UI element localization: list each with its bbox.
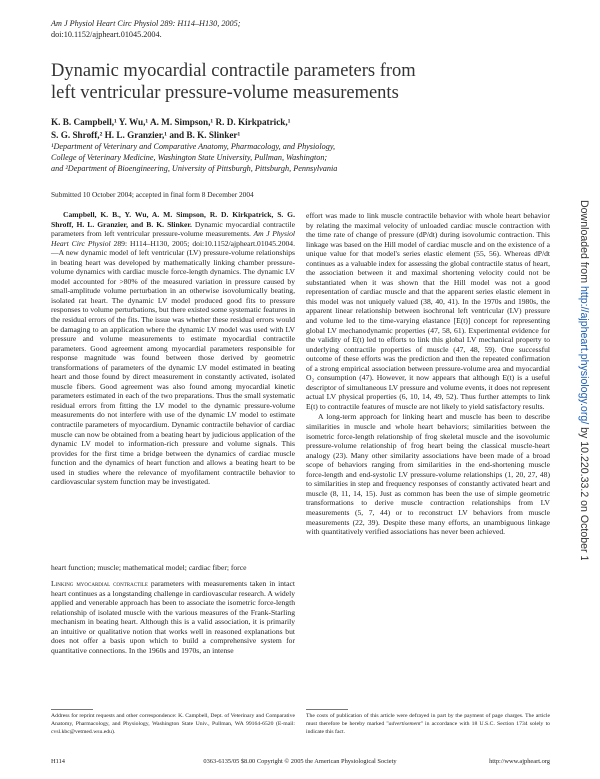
submission-dates: Submitted 10 October 2004; accepted in final form 8 December 2004 bbox=[51, 190, 254, 199]
body-right-column bbox=[306, 211, 550, 537]
watermark-text bbox=[578, 200, 590, 560]
intro-lead: Linking myocardial contractile bbox=[51, 579, 148, 588]
abstract-journal: Am J Physiol Heart Circ Physiol bbox=[51, 229, 295, 248]
doi: doi:10.1152/ajpheart.01045.2004. bbox=[51, 30, 162, 39]
authors-line-1: K. B. Campbell,¹ Y. Wu,¹ A. M. Simpson,¹ R. D. Kirkpatrick,¹ bbox=[51, 117, 291, 127]
watermark-link[interactable]: http://ajpheart.physiology.org/ bbox=[578, 285, 590, 425]
page-charges-text-a: The costs of publication of this article were defrayed in part by the payment of page charges. The article must therefore be hereby marked " bbox=[306, 713, 550, 727]
watermark-svg bbox=[563, 200, 593, 560]
page-charges-text-b: " in accordance with 18 U.S.C. Section 1734 solely to indicate this fact. bbox=[306, 720, 550, 735]
intro-text: parameters with measurements taken in intact heart continues as a longstanding challenge in cardiovascular research. A widely applied and venerable approach has been to associate the isometric force-length relationship of isolated muscle with the various measures of the Frank-Starling mechanism in beating heart. Although this is a valid association, it is primarily an intuitive or qualitative notion that works well in reasoned explanations but does not offer a basis upon which to build a comprehensive system for quantitative connections. In the 1960s and 1970s, an intense bbox=[51, 579, 295, 655]
title-line-1: Dynamic myocardial contractile parameters from bbox=[51, 61, 416, 81]
journal-url[interactable]: http://www.ajpheart.org bbox=[489, 758, 550, 765]
authors-line-2: S. G. Shroff,² H. L. Granzier,¹ and B. K. Slinker¹ bbox=[51, 129, 241, 140]
affiliation-line-2: College of Veterinary Medicine, Washington State University, Pullman, Washington; bbox=[51, 153, 328, 162]
page-charges-footnote bbox=[306, 713, 550, 736]
affiliation-line-1: ¹Department of Veterinary and Comparative Anatomy, Pharmacology, and Physiology, bbox=[51, 142, 336, 151]
journal-citation: Am J Physiol Heart Circ Physiol 289: H114–H130, 2005; bbox=[51, 19, 241, 28]
footnote-rule-left bbox=[51, 709, 93, 710]
title-line-2: left ventricular pressure-volume measurements bbox=[51, 83, 399, 103]
abstract-text: A new dynamic model of left ventricular (LV) pressure-volume relationships in beating heart was developed by mathematically linking chamber pressure-volume dynamics with cardiac muscle force-length dynamics. The dynamic LV model accounted for >80% of the measured variation in pressure caused by small-amplitude volume perturbation in an otherwise isovolumically beating, isolated rat heart. The dynamic LV model produced good fits to pressure responses to volume perturbations, but there existed some systematic features in the residual errors of the fits. The issue was whether these residual errors would be damaging to an application where the dynamic LV model was used with LV pressure and volume measurements to estimate myocardial contractile parameters. Good agreement among myocardial parameters responsible for response magnitude was found between those derived by geometric transformations of parameters of the dynamic LV model estimated in beating heart and those found by direct measurement in constantly activated, isolated muscle fibers. Good agreement was also found among myocardial kinetic parameters estimated in each of the two preparations. Thus the small systematic residual errors from fitting the LV model to the dynamic pressure-volume measurements do not interfere with use of the dynamic LV model to estimate contractile parameters of myocardium. Dynamic contractile behavior of cardiac muscle can now be obtained from a beating heart by judicious application of the dynamic LV model to information-rich pressure and volume signals. This provides for the first time a bridge between the dynamics of cardiac muscle function and the dynamics of heart function and allows a beating heart to be used in studies where the relevance of myofilament contractile behavior to cardiovascular system function may be investigated. bbox=[51, 248, 295, 487]
correspondence-footnote: Address for reprint requests and other correspondence: K. Campbell, Dept. of Veterinary and Comparative Anatomy, Pharmacology, and Physiology, Washington State Univ., Pullman, WA 99164-6520 (E-mail: cvsl.kbc@vetmed.wsu.edu). bbox=[51, 713, 295, 735]
copyright-line: 0363-6135/05 $8.00 Copyright © 2005 the American Physiological Society bbox=[203, 758, 397, 765]
journal-header bbox=[51, 18, 240, 40]
watermark-suffix: by 10.220.33.2 on October 15, 2017 bbox=[578, 424, 590, 560]
download-watermark bbox=[563, 200, 593, 560]
right-paragraph-1: effort was made to link muscle contractile behavior with whole heart behavior by relating the maximal velocity of unloaded cardiac muscle contraction with the time rate of change of pressure (dP/dt) during isovolumic contraction. This linkage was based on the Hill model of cardiac muscle and on the existence of a unique value for that model's series elastic element (55, 56). Whereas dP/dt continues as a valuable index for assessing the global contractile status of heart, the association between it and maximal shortening velocity could not be substantiated when it was shown that the Hill model was not a good representation of cardiac muscle and that the apparent series elastic element in this model was not uniquely valued (38, 40, 41). In the 1970s and 1980s, the apparent linear relationship between isochronal left ventricular (LV) pressure and volume led to the time-varying elastance [E(t)] concept for representing global LV mechanodynamic properties (47, 58, 61). Experimental evidence for the validity of E(t) led to efforts to link this global LV mechanical property to underlying contractile properties of muscle (47, 48, 59). One successful outcome of these efforts was the prediction and then the repeated confirmation of a strong empirical association between pressure-volume area and myocardial O₂ consumption (47). However, it now appears that although E(t) is a useful descriptor of simultaneous LV pressure and volume events, it does not represent actual LV physical properties (6, 10, 14, 49, 52). Thus further attempts to link E(t) to contractile features of muscle are not likely to yield satisfactory results. bbox=[306, 211, 550, 411]
footnote-rule-right bbox=[306, 709, 348, 710]
abstract-citation-authors: Campbell, K. B., Y. Wu, A. M. Simpson, R. D. Kirkpatrick, S. G. Shroff, H. L. Granzier, and B. K. Slinker. bbox=[51, 210, 295, 229]
right-paragraph-2: A long-term approach for linking heart and muscle has been to describe similarities in muscle and whole heart behaviors; similarities between the isometric force-length relationship of frog skeletal muscle and the isovolumic pressure-volume relationship of frog heart being the classical muscle-heart analogy (23). Many other similarity associations have been made of a broad scope of behaviors ranging from similarities in the end-shortening muscle force-length and end-systolic LV pressure-volume relationships (1, 20, 27, 48) to similarities in step and frequency responses of constantly activated heart and muscle (8, 11, 14, 15). Just as common has been the use of simple geometric transformations to derive muscle contraction relationships from LV measurements (5, 7, 44) or to reconstruct LV behaviors from muscle measurements (22, 39). Despite these many efforts, an unambiguous linkage with quantitatively verified associations has never been achieved. bbox=[306, 412, 550, 537]
page-number: H114 bbox=[51, 758, 65, 765]
article-title bbox=[51, 60, 521, 104]
keywords: heart function; muscle; mathematical model; cardiac fiber; force bbox=[51, 563, 247, 572]
abstract-citation-tail: 289: H114–H130, 2005; doi:10.1152/ajpheart.01045.2004.— bbox=[51, 238, 295, 258]
abstract bbox=[51, 210, 295, 487]
abstract-citation-title: Dynamic myocardial contractile parameters from left ventricular pressure-volume measurements. bbox=[51, 219, 295, 239]
advertisement-word: advertisement bbox=[388, 720, 421, 727]
affiliation-line-3: and ²Department of Bioengineering, University of Pittsburgh, Pittsburgh, Pennsylvania bbox=[51, 164, 338, 173]
introduction bbox=[51, 579, 295, 655]
affiliations bbox=[51, 141, 551, 174]
author-list bbox=[51, 116, 551, 141]
watermark-prefix: Downloaded from bbox=[578, 200, 590, 286]
